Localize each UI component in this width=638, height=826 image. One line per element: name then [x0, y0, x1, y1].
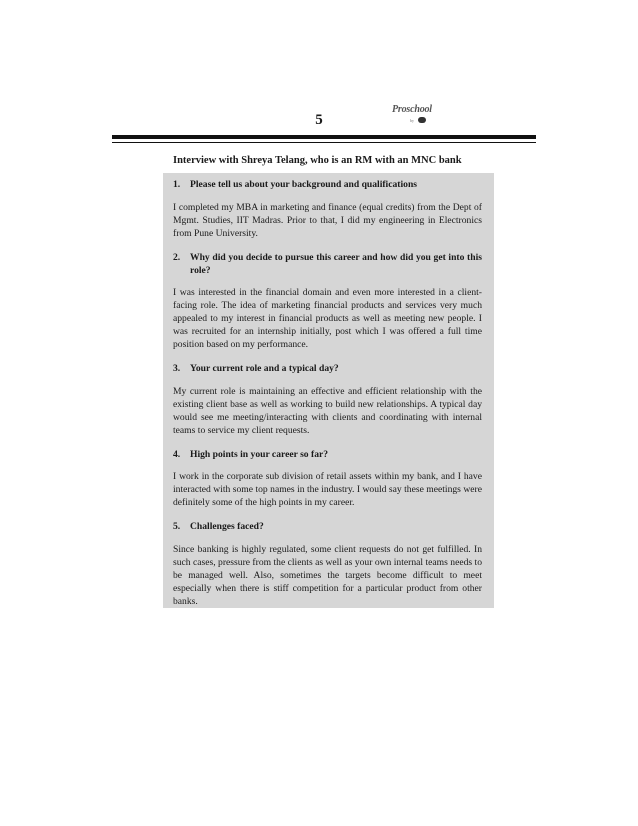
question-text: Why did you decide to pursue this career and how did you get into this role?	[190, 251, 482, 276]
question-number: 5.	[173, 521, 181, 533]
header-rule-thick	[112, 135, 536, 139]
question-2	[173, 252, 482, 278]
question-5	[173, 521, 482, 534]
question-text: High points in your career so far?	[190, 448, 329, 460]
answer-3: My current role is maintaining an effective and efficient relationship with the existing client base as well as working to build new relationships. A typical day would see me meeting/interacting with clients and coordinating with internal teams to service my client requests.	[173, 385, 482, 436]
question-3	[173, 363, 482, 376]
logo-subtext: by	[410, 118, 414, 123]
question-number: 3.	[173, 362, 181, 374]
question-text: Please tell us about your background and qualifications	[190, 179, 418, 190]
logo-mark-icon	[418, 117, 426, 123]
logo-text: Proschool	[392, 104, 432, 115]
header-rule-thin	[112, 142, 536, 143]
answer-2: I was interested in the financial domain and even more interested in a client-facing role. The idea of marketing financial products and services very much appealed to my interest in financial products as well as meeting new people. I was recruited for an internship initially, post which I was offered a full time position based on my performance.	[173, 287, 482, 351]
answer-4: I work in the corporate sub division of retail assets within my bank, and I have interacted with some top names in the industry. I would say these meetings were definitely some of the high points in my career.	[173, 471, 482, 509]
question-text: Your current role and a typical day?	[190, 362, 339, 374]
question-1	[173, 179, 482, 192]
interview-title: Interview with Shreya Telang, who is an RM with an MNC bank	[173, 155, 462, 166]
question-number: 2.	[173, 251, 181, 263]
question-text: Challenges faced?	[190, 521, 264, 533]
question-number: 4.	[173, 448, 181, 460]
qa-content	[173, 179, 482, 609]
proschool-logo	[384, 104, 450, 130]
question-number: 1.	[173, 179, 181, 190]
question-4	[173, 449, 482, 462]
answer-1: I completed my MBA in marketing and finance (equal credits) from the Dept of Mgmt. Studies, IIT Madras. Prior to that, I did my engineering in Electronics from Pune University.	[173, 201, 482, 239]
page-number: 5	[315, 112, 323, 128]
answer-5: Since banking is highly regulated, some client requests do not get fulfilled. In such cases, pressure from the clients as well as your own internal teams needs to be managed well. Also, sometimes the targets become difficult to meet especially when there is stiff competition for a particular product from other banks.	[173, 544, 482, 607]
